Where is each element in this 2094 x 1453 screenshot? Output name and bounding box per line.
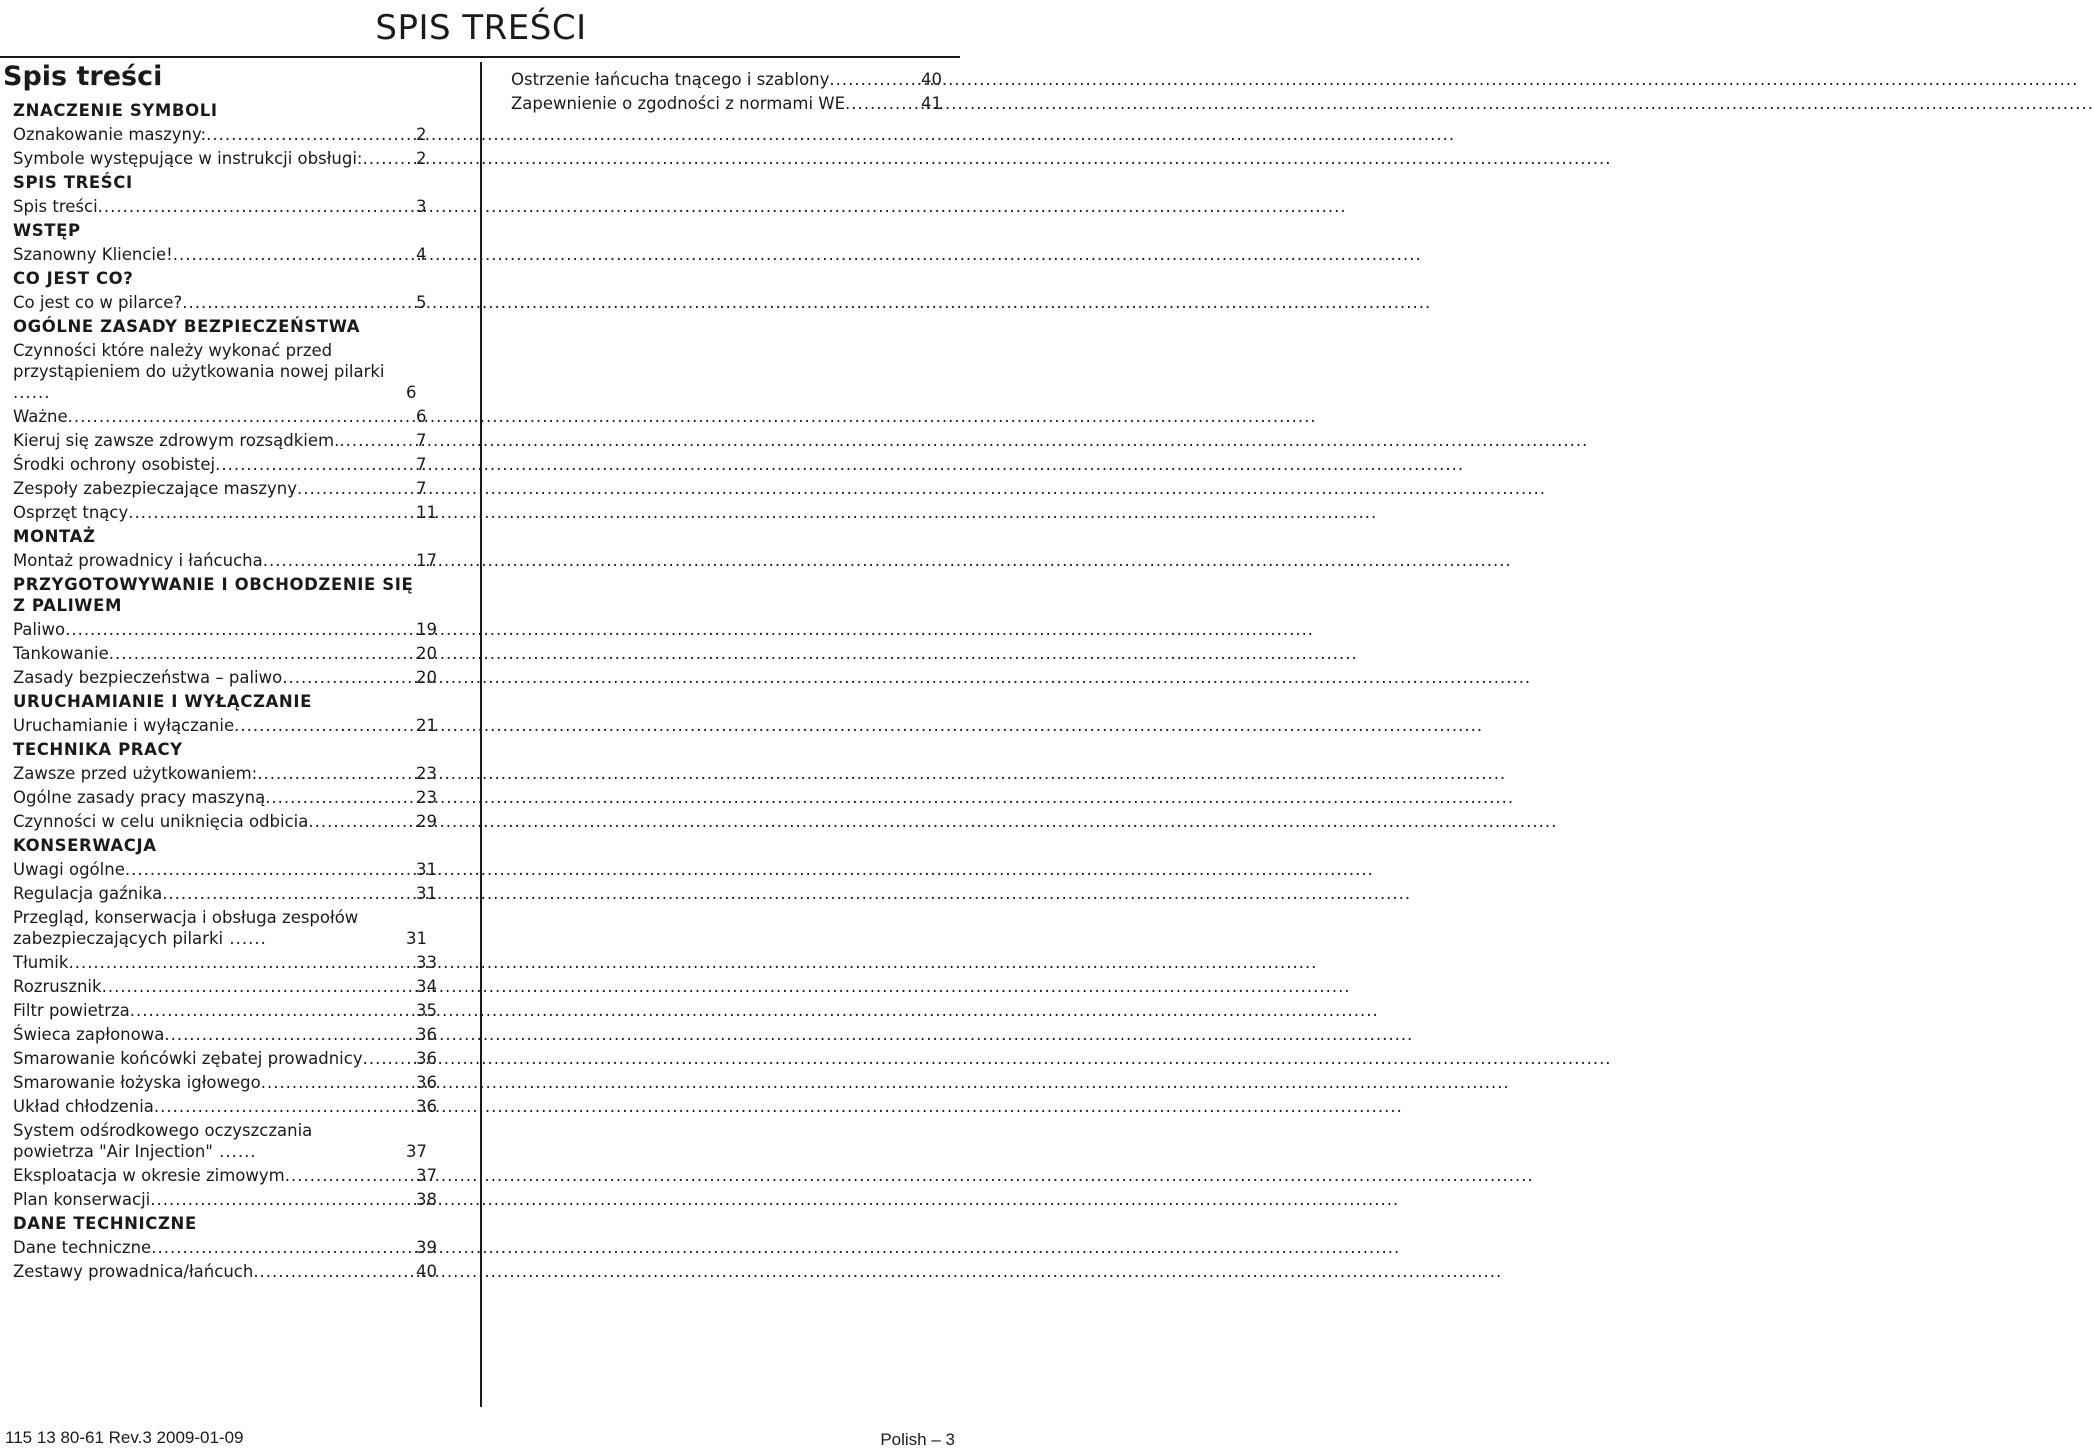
toc-entry[interactable] bbox=[3, 976, 451, 997]
toc-entry-page: 40 bbox=[921, 70, 942, 89]
toc-entry-page: 6 bbox=[406, 383, 417, 402]
dot-leader bbox=[263, 550, 404, 571]
toc-section-heading: PRZYGOTOWYWANIE I OBCHODZENIE SIĘ Z PALIWEM bbox=[13, 575, 414, 615]
toc-entry[interactable] bbox=[3, 1237, 451, 1258]
toc-entry-page: 23 bbox=[416, 764, 437, 783]
toc-section-heading: KONSERWACJA bbox=[13, 836, 157, 855]
toc-section-heading: DANE TECHNICZNE bbox=[13, 1214, 197, 1233]
toc-entry-page: 34 bbox=[416, 977, 437, 996]
toc-entry[interactable] bbox=[3, 1096, 451, 1117]
toc-entry-title: Czynności w celu uniknięcia odbicia bbox=[13, 812, 309, 831]
toc-entry-title: Ważne bbox=[13, 407, 68, 426]
toc-entry-title: Zapewnienie o zgodności z normami WE bbox=[511, 94, 846, 113]
toc-entry-page: 36 bbox=[416, 1049, 437, 1068]
toc-entry-page: 21 bbox=[416, 716, 437, 735]
toc-entry-title: Montaż prowadnicy i łańcucha bbox=[13, 551, 263, 570]
toc-entry-title: Dane techniczne bbox=[13, 1238, 152, 1257]
toc-entry-title: Szanowny Kliencie! bbox=[13, 245, 173, 264]
toc-right-column bbox=[511, 66, 951, 117]
toc-entry[interactable] bbox=[3, 907, 441, 949]
toc-entry-page: 35 bbox=[416, 1001, 437, 1020]
dot-leader bbox=[282, 667, 404, 688]
toc-entry-title: Smarowanie łożyska igłowego bbox=[13, 1073, 261, 1092]
toc-entry-page: 4 bbox=[416, 245, 427, 264]
toc-entry-page: 39 bbox=[416, 1238, 437, 1257]
toc-title: Spis treści bbox=[3, 61, 163, 92]
toc-entry-page: 20 bbox=[416, 668, 437, 687]
dot-leader bbox=[150, 1189, 404, 1210]
toc-entry-page: 17 bbox=[416, 551, 437, 570]
dot-leader: ...... bbox=[212, 1142, 257, 1161]
dot-leader bbox=[215, 454, 404, 475]
dot-leader bbox=[98, 196, 404, 217]
dot-leader bbox=[253, 1261, 404, 1282]
toc-entry-title: Środki ochrony osobistej bbox=[13, 455, 216, 474]
dot-leader bbox=[65, 619, 404, 640]
dot-leader bbox=[109, 643, 404, 664]
toc-entry-title: Ostrzenie łańcucha tnącego i szablony bbox=[511, 70, 830, 89]
toc-section-heading: CO JEST CO? bbox=[13, 269, 134, 288]
document-code: 115 13 80-61 Rev.3 2009-01-09 bbox=[5, 1428, 244, 1447]
toc-entry-page: 6 bbox=[416, 407, 427, 426]
toc-entry-page: 2 bbox=[416, 125, 427, 144]
toc-entry-page: 2 bbox=[416, 149, 427, 168]
toc-entry-page: 5 bbox=[416, 293, 427, 312]
toc-entry-title: Układ chłodzenia bbox=[13, 1097, 154, 1116]
toc-entry-title: Co jest co w pilarce? bbox=[13, 293, 183, 312]
dot-leader bbox=[257, 763, 404, 784]
toc-entry-title: Oznakowanie maszyny: bbox=[13, 125, 207, 144]
header-rule bbox=[0, 56, 960, 58]
dot-leader bbox=[265, 787, 404, 808]
toc-entry[interactable] bbox=[3, 619, 451, 640]
toc-entry-page: 23 bbox=[416, 788, 437, 807]
toc-entry-title: Zespoły zabezpieczające maszyny bbox=[13, 479, 298, 498]
toc-entry[interactable] bbox=[3, 1024, 451, 1045]
dot-leader bbox=[125, 859, 404, 880]
dot-leader bbox=[182, 292, 404, 313]
toc-entry[interactable] bbox=[3, 478, 451, 499]
toc-entry-page: 11 bbox=[416, 503, 437, 522]
toc-entry-title: Uruchamianie i wyłączanie bbox=[13, 716, 235, 735]
toc-entry-title: Smarowanie końcówki zębatej prowadnicy bbox=[13, 1049, 363, 1068]
toc-entry[interactable] bbox=[3, 859, 451, 880]
toc-left-column bbox=[3, 60, 453, 1285]
dot-leader bbox=[261, 1072, 404, 1093]
toc-entry-title: Tankowanie bbox=[13, 644, 109, 663]
dot-leader bbox=[162, 883, 404, 904]
toc-entry-title: Świeca zapłonowa bbox=[13, 1025, 165, 1044]
toc-entry-title: Przegląd, konserwacja i obsługa zespołów zabezpieczających pilarki bbox=[13, 908, 359, 948]
toc-entry-title: Eksploatacja w okresie zimowym bbox=[13, 1166, 285, 1185]
toc-entry-page: 7 bbox=[416, 479, 427, 498]
dot-leader bbox=[297, 478, 404, 499]
toc-entry[interactable] bbox=[3, 1261, 451, 1282]
dot-leader bbox=[173, 244, 404, 265]
dot-leader bbox=[154, 1096, 404, 1117]
toc-entry-page: 33 bbox=[416, 953, 437, 972]
toc-entry-page: 36 bbox=[416, 1073, 437, 1092]
dot-leader: ...... bbox=[223, 929, 267, 948]
toc-entry-page: 36 bbox=[416, 1025, 437, 1044]
toc-entry[interactable] bbox=[3, 244, 451, 265]
toc-entry[interactable] bbox=[3, 811, 451, 832]
toc-entry[interactable] bbox=[3, 643, 451, 664]
dot-leader bbox=[68, 406, 404, 427]
toc-entry-page: 40 bbox=[416, 1262, 437, 1281]
toc-entry-page: 31 bbox=[416, 884, 437, 903]
toc-entry-title: Paliwo bbox=[13, 620, 66, 639]
dot-leader bbox=[339, 430, 404, 451]
dot-leader bbox=[285, 1165, 404, 1186]
toc-entry-page: 31 bbox=[416, 860, 437, 879]
page-header-title: SPIS TREŚCI bbox=[375, 8, 587, 48]
toc-entry-page: 7 bbox=[416, 431, 427, 450]
toc-entry-title: Spis treści bbox=[13, 197, 98, 216]
toc-entry[interactable] bbox=[3, 1000, 451, 1021]
toc-entry-title: Rozrusznik bbox=[13, 977, 102, 996]
toc-entry[interactable] bbox=[3, 292, 451, 313]
toc-entry[interactable] bbox=[3, 1165, 451, 1186]
toc-section-heading: SPIS TREŚCI bbox=[13, 173, 133, 192]
toc-entry[interactable] bbox=[511, 93, 951, 114]
toc-entry[interactable] bbox=[3, 787, 451, 808]
dot-leader bbox=[845, 93, 909, 114]
toc-section-heading: WSTĘP bbox=[13, 221, 81, 240]
toc-entry-title: Regulacja gaźnika bbox=[13, 884, 163, 903]
toc-entry-title: Zestawy prowadnica/łańcuch bbox=[13, 1262, 254, 1281]
toc-entry-page: 3 bbox=[416, 197, 427, 216]
toc-section-heading: MONTAŻ bbox=[13, 527, 96, 546]
toc-entry-title: Zawsze przed użytkowaniem: bbox=[13, 764, 258, 783]
toc-entry-page: 20 bbox=[416, 644, 437, 663]
toc-entry-page: 37 bbox=[416, 1166, 437, 1185]
toc-section-heading: OGÓLNE ZASADY BEZPIECZEŃSTWA bbox=[13, 317, 361, 336]
toc-section-heading: ZNACZENIE SYMBOLI bbox=[13, 101, 218, 120]
toc-section-heading: URUCHAMIANIE I WYŁĄCZANIE bbox=[13, 692, 312, 711]
toc-entry-title: Czynności które należy wykonać przed przystąpieniem do użytkowania nowej pilarki bbox=[13, 341, 385, 381]
toc-entry-title: System odśrodkowego oczyszczania powietrza "Air Injection" bbox=[13, 1121, 313, 1161]
toc-entry-page: 31 bbox=[406, 929, 427, 948]
dot-leader bbox=[164, 1024, 404, 1045]
toc-entry-title: Osprzęt tnący bbox=[13, 503, 129, 522]
dot-leader bbox=[128, 502, 404, 523]
dot-leader bbox=[206, 124, 404, 145]
dot-leader bbox=[363, 148, 405, 169]
toc-list-left bbox=[3, 100, 453, 1282]
toc-entry-page: 19 bbox=[416, 620, 437, 639]
dot-leader: ...... bbox=[13, 383, 51, 402]
toc-entry-title: Symbole występujące w instrukcji obsługi: bbox=[13, 149, 363, 168]
toc-entry[interactable] bbox=[3, 502, 451, 523]
dot-leader bbox=[234, 715, 404, 736]
toc-entry[interactable] bbox=[3, 196, 451, 217]
toc-entry[interactable] bbox=[3, 148, 451, 169]
toc-entry[interactable] bbox=[3, 1120, 441, 1162]
toc-entry-page: 36 bbox=[416, 1097, 437, 1116]
dot-leader bbox=[102, 976, 404, 997]
toc-entry[interactable] bbox=[3, 454, 451, 475]
toc-entry-title: Kieruj się zawsze zdrowym rozsądkiem. bbox=[13, 431, 340, 450]
toc-entry-page: 29 bbox=[416, 812, 437, 831]
toc-entry-title: Uwagi ogólne bbox=[13, 860, 125, 879]
toc-entry[interactable] bbox=[3, 1048, 451, 1069]
toc-entry[interactable] bbox=[3, 667, 451, 688]
toc-entry-page: 37 bbox=[406, 1142, 427, 1161]
toc-entry-title: Zasady bezpieczeństwa – paliwo bbox=[13, 668, 283, 687]
toc-entry[interactable] bbox=[3, 763, 451, 784]
toc-entry-page: 38 bbox=[416, 1190, 437, 1209]
dot-leader bbox=[68, 952, 404, 973]
dot-leader bbox=[363, 1048, 404, 1069]
toc-entry[interactable] bbox=[511, 69, 951, 90]
toc-entry[interactable] bbox=[3, 430, 451, 451]
toc-entry[interactable] bbox=[3, 952, 451, 973]
toc-entry[interactable] bbox=[3, 550, 451, 571]
dot-leader bbox=[151, 1237, 404, 1258]
toc-section-heading: TECHNIKA PRACY bbox=[13, 740, 183, 759]
toc-entry[interactable] bbox=[3, 1189, 451, 1210]
page-number-label: Polish – 3 bbox=[880, 1430, 955, 1449]
toc-entry-page: 7 bbox=[416, 455, 427, 474]
toc-list-right bbox=[511, 69, 951, 114]
toc-entry[interactable] bbox=[3, 715, 451, 736]
toc-entry-title: Plan konserwacji bbox=[13, 1190, 151, 1209]
dot-leader bbox=[130, 1000, 404, 1021]
dot-leader bbox=[308, 811, 404, 832]
dot-leader bbox=[829, 69, 909, 90]
toc-entry-title: Ogólne zasady pracy maszyną bbox=[13, 788, 266, 807]
toc-entry[interactable] bbox=[3, 124, 451, 145]
toc-entry[interactable] bbox=[3, 1072, 451, 1093]
toc-entry-title: Tłumik bbox=[13, 953, 69, 972]
toc-entry[interactable] bbox=[3, 340, 441, 403]
toc-entry[interactable] bbox=[3, 406, 451, 427]
toc-entry-title: Filtr powietrza bbox=[13, 1001, 130, 1020]
toc-entry-page: 41 bbox=[921, 94, 942, 113]
toc-entry[interactable] bbox=[3, 883, 451, 904]
